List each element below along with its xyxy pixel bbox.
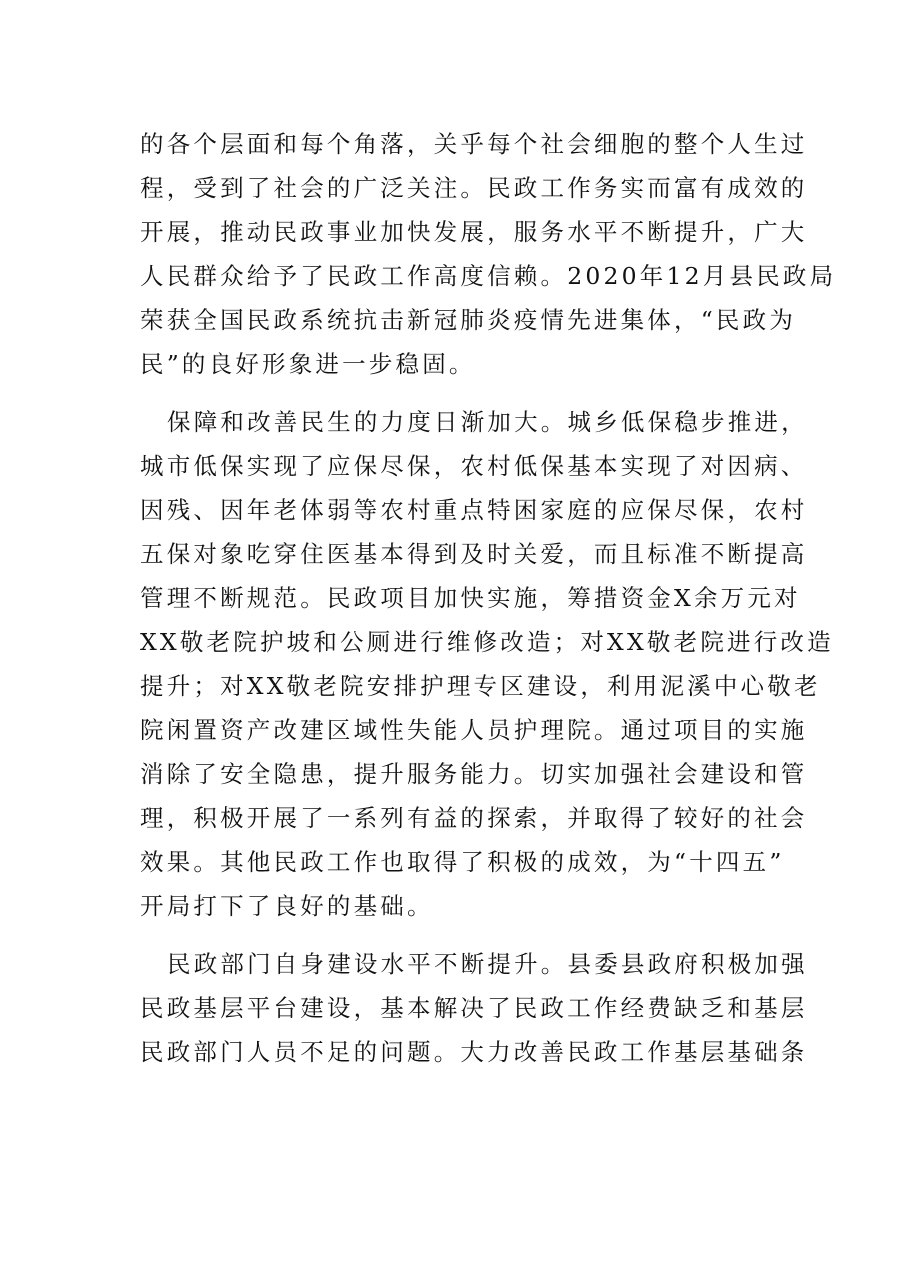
text-line: 保障和改善民生的力度日渐加大。城乡低保稳步推进，	[167, 408, 808, 436]
paragraph-2	[140, 400, 834, 928]
text-line: 消除了安全隐患，提升服务能力。切实加强社会建设和管	[140, 760, 808, 788]
text-line: 理，积极开展了一系列有益的探索，并取得了较好的社会	[140, 804, 808, 832]
text-line: XX敬老院护坡和公厕进行维修改造；对XX敬老院进行改造	[140, 628, 834, 656]
paragraph-1	[140, 122, 837, 386]
text-line: 民”的良好形象进一步稳固。	[140, 350, 476, 378]
document-body	[140, 122, 837, 1074]
text-line: 城市低保实现了应保尽保，农村低保基本实现了对因病、	[140, 452, 808, 480]
paragraph-3	[140, 942, 808, 1074]
text-line: 开局打下了良好的基础。	[140, 892, 434, 920]
text-line: 院闲置资产改建区域性失能人员护理院。通过项目的实施	[140, 716, 808, 744]
text-line: 的各个层面和每个角落，关乎每个社会细胞的整个人生过	[140, 130, 808, 158]
text-line: 效果。其他民政工作也取得了积极的成效，为“十四五”	[140, 848, 785, 876]
text-line: 管理不断规范。民政项目加快实施，筹措资金X余万元对	[140, 584, 801, 612]
text-line: 民政部门自身建设水平不断提升。县委县政府积极加强	[167, 950, 808, 978]
text-line: 五保对象吃穿住医基本得到及时关爱，而且标准不断提高	[140, 540, 808, 568]
text-line: 因残、因年老体弱等农村重点特困家庭的应保尽保，农村	[140, 496, 808, 524]
text-line: 提升；对XX敬老院安排护理专区建设，利用泥溪中心敬老	[140, 672, 821, 700]
text-line: 民政部门人员不足的问题。大力改善民政工作基层基础条	[140, 1038, 808, 1066]
text-line: 荣获全国民政系统抗击新冠肺炎疫情先进集体，“民政为	[140, 306, 797, 334]
text-line: 人民群众给予了民政工作高度信赖。2020年12月县民政局	[140, 262, 837, 290]
text-line: 程，受到了社会的广泛关注。民政工作务实而富有成效的	[140, 174, 808, 202]
text-line: 民政基层平台建设，基本解决了民政工作经费缺乏和基层	[140, 994, 808, 1022]
text-line: 开展，推动民政事业加快发展，服务水平不断提升，广大	[140, 218, 808, 246]
